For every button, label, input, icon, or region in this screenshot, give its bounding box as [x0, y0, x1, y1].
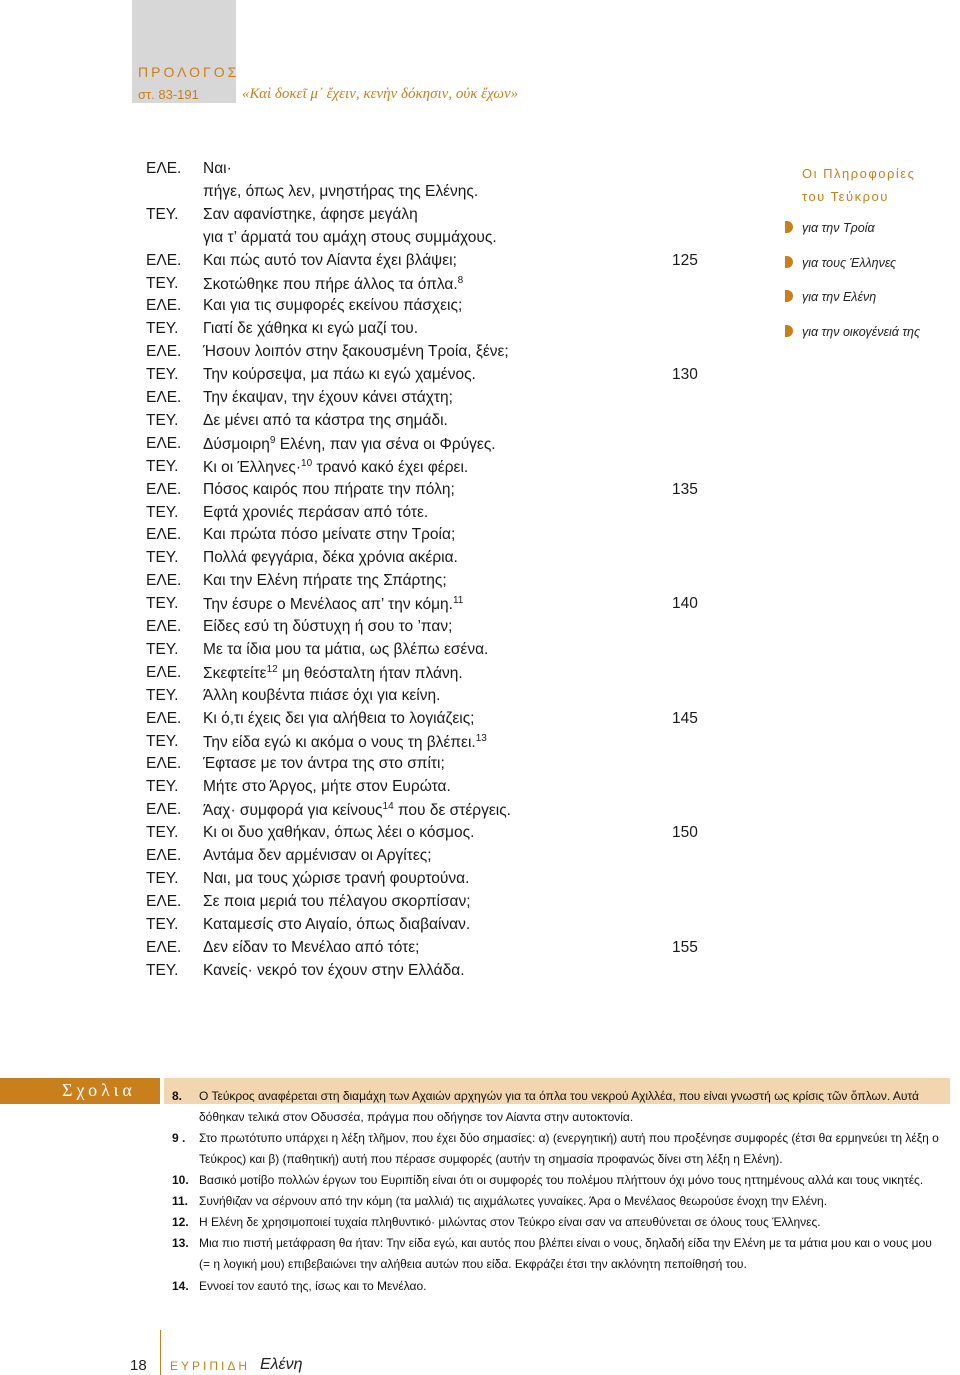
- verse-line: [0, 847, 720, 867]
- verse-content: Την είδα εγώ κι ακόμα ο νους τη βλέπει.$^{13}$: [203, 732, 487, 751]
- verse-content: Και για τις συμφορές εκείνου πάσχεις;: [203, 297, 463, 315]
- verse-line: [0, 572, 720, 592]
- verse-line: [0, 229, 720, 249]
- verse-content: Σκεφτείτε$^{12}$ μη θεόσταλτη ήταν πλάνη.: [203, 663, 463, 682]
- verse-content: Δύσμοιρη$^9$ Ελένη, παν για σένα οι Φρύγες.: [203, 434, 496, 453]
- verse-content: Ναι·: [203, 160, 232, 177]
- verse-content: Κανείς· νεκρό τον έχουν στην Ελλάδα.: [203, 961, 465, 979]
- line-number: 145: [672, 709, 698, 727]
- verse-line: [0, 595, 720, 615]
- verse-content: Δεν είδαν το Μενέλαο από τότε;: [203, 938, 420, 956]
- speaker-label: ΤΕΥ.: [146, 686, 179, 704]
- verse-line: [0, 893, 720, 913]
- verse-line: [0, 343, 720, 363]
- verse-line: [0, 710, 720, 730]
- speaker-label: ΤΕΥ.: [146, 274, 179, 292]
- verse-line: [0, 939, 720, 959]
- sidebar-topic: για την Τροία: [785, 221, 875, 235]
- verse-content: Κι οι Έλληνες·$^{10}$ τρανό κακό έχει φέρει.: [203, 457, 469, 476]
- verse-line: [0, 916, 720, 936]
- verse-content: Κι ό,τι έχεις δει για αλήθεια το λογιάζεις;: [203, 709, 475, 727]
- speaker-label: ΕΛΕ.: [146, 709, 182, 727]
- verse-line: [0, 778, 720, 798]
- verse-line: [0, 664, 720, 684]
- verse-content: Την έσυρε ο Μενέλαος απ’ την κόμη.$^{11}$: [203, 595, 464, 614]
- sidebar-title-line2: του Τεύκρου: [802, 189, 889, 204]
- footer-author: ΕΥΡΙΠΙΔΗ: [170, 1359, 251, 1373]
- sidebar-title: [802, 162, 915, 208]
- footer-title: Ελένη: [260, 1356, 303, 1373]
- footnote-ref: 11: [452, 595, 464, 607]
- verse-line: [0, 389, 720, 409]
- verse-content: για τ’ άρματά του αμάχη στους συμμάχους.: [203, 228, 497, 246]
- note-item: 11. Συνήθιζαν να σέρνουν από την κόμη (τα μαλλιά) τις αιχμάλωτες γυναίκες. Άρα ο Μενέλαος θεωρούσε ένοχη την Ελένη.: [172, 1194, 828, 1208]
- verse-content: Γιατί δε χάθηκα κι εγώ μαζί του.: [203, 320, 419, 338]
- bullet-icon: [785, 290, 793, 302]
- speaker-label: ΤΕΥ.: [146, 824, 179, 842]
- verse-line: [0, 252, 720, 272]
- verse-line: [0, 526, 720, 546]
- notes-heading: Σχολια: [62, 1080, 136, 1100]
- speaker-label: ΕΛΕ.: [146, 938, 182, 956]
- verse-content: Πόσος καιρός που πήρατε την πόλη;: [203, 480, 455, 498]
- line-number: 130: [672, 366, 698, 384]
- speaker-label: ΕΛΕ.: [146, 480, 182, 498]
- verse-content: Σαν αφανίστηκε, άφησε μεγάλη: [203, 205, 418, 223]
- verse-line: [0, 458, 720, 478]
- verse-content: Την κούρσεψα, μα πάω κι εγώ χαμένος.: [203, 366, 476, 384]
- note-item: 9 . Στο πρωτότυπο υπάρχει η λέξη τλῆμον, που έχει δύο σημασίες: α) (ενεργητική) αυτή που προξένησε συμφορές (έτσι θα ερμηνεύει τη λέξη ο Τεύκρος) και β) (παθητική) αυτή που πέρασε συμφορές (αυτήν τη σημασία προφανώς δίνει στη λέξη η Ελένη).: [172, 1131, 939, 1166]
- bullet-icon: [785, 221, 793, 233]
- verse-content: Είδες εσύ τη δύστυχη ή σου το ’παν;: [203, 618, 453, 635]
- speaker-label: ΕΛΕ.: [146, 618, 182, 635]
- verse-line: [0, 412, 720, 432]
- speaker-label: ΤΕΥ.: [146, 640, 179, 658]
- speaker-label: ΕΛΕ.: [146, 526, 182, 544]
- verse-content: Και πώς αυτό τον Αίαντα έχει βλάψει;: [203, 251, 457, 269]
- footnote-ref: 10: [301, 457, 313, 469]
- verse-content: Και πρώτα πόσο μείνατε στην Τροία;: [203, 526, 456, 544]
- footnote-ref: 12: [266, 663, 278, 675]
- footnote-ref: 14: [382, 801, 394, 813]
- verse-line: [0, 801, 720, 821]
- verse-content: Άλλη κουβέντα πιάσε όχι για κείνη.: [203, 686, 441, 704]
- verse-line: [0, 549, 720, 569]
- verse-content: Μήτε στο Άργος, μήτε στον Ευρώτα.: [203, 778, 451, 796]
- verse-content: Εφτά χρονιές περάσαν από τότε.: [203, 503, 429, 521]
- footnote-ref: 9: [269, 434, 276, 446]
- verse-line: [0, 504, 720, 524]
- speaker-label: ΕΛΕ.: [146, 434, 182, 452]
- verse-line: [0, 206, 720, 226]
- verse-line: [0, 824, 720, 844]
- page-number: 18: [130, 1357, 147, 1374]
- speaker-label: ΤΕΥ.: [146, 411, 179, 429]
- speaker-label: ΕΛΕ.: [146, 801, 182, 819]
- verse-line: [0, 687, 720, 707]
- verse-content: Σε ποια μεριά του πέλαγου σκορπίσαν;: [203, 892, 471, 910]
- verse-line: [0, 320, 720, 340]
- verse-line: [0, 160, 720, 180]
- line-number: 140: [672, 595, 698, 613]
- note-item: 14. Εννοεί τον εαυτό της, ίσως και το Μενέλαο.: [172, 1279, 427, 1293]
- speaker-label: ΕΛΕ.: [146, 160, 182, 177]
- speaker-label: ΤΕΥ.: [146, 366, 179, 384]
- verse-content: Και την Ελένη πήρατε της Σπάρτης;: [203, 572, 447, 590]
- speaker-label: ΕΛΕ.: [146, 663, 182, 681]
- speaker-label: ΤΕΥ.: [146, 778, 179, 796]
- speaker-label: ΤΕΥ.: [146, 961, 179, 979]
- verse-content: πήγε, όπως λεν, μνηστήρας της Ελένης.: [203, 182, 479, 200]
- speaker-label: ΤΕΥ.: [146, 732, 179, 750]
- line-number: 135: [672, 480, 698, 498]
- speaker-label: ΤΕΥ.: [146, 915, 179, 933]
- footnote-ref: 8: [457, 274, 464, 286]
- bullet-icon: [785, 325, 793, 337]
- verse-content: Καταμεσίς στο Αιγαίο, όπως διαβαίναν.: [203, 915, 471, 933]
- line-number: 155: [672, 938, 698, 956]
- speaker-label: ΕΛΕ.: [146, 572, 182, 590]
- verse-line: [0, 870, 720, 890]
- verse-line: [0, 183, 720, 203]
- section-title: ΠΡΟΛΟΓΟΣ: [138, 64, 240, 80]
- bullet-icon: [785, 256, 793, 268]
- verse-line: [0, 275, 720, 295]
- verse-content: Έφτασε με τον άντρα της στο σπίτι;: [203, 755, 445, 773]
- verse-content: Άαχ· συμφορά για κείνους$^{14}$ που δε στέργεις.: [203, 801, 511, 820]
- verse-line: [0, 962, 720, 982]
- verse-content: Πολλά φεγγάρια, δέκα χρόνια ακέρια.: [203, 549, 458, 567]
- footnote-ref: 13: [475, 732, 487, 744]
- verse-content: Κι οι δυο χαθήκαν, όπως λέει ο κόσμος.: [203, 824, 475, 842]
- verse-content: Την έκαψαν, την έχουν κάνει στάχτη;: [203, 389, 453, 406]
- speaker-label: ΤΕΥ.: [146, 205, 179, 223]
- speaker-label: ΤΕΥ.: [146, 869, 179, 887]
- speaker-label: ΕΛΕ.: [146, 755, 182, 773]
- verse-line: [0, 435, 720, 455]
- verse-line: [0, 366, 720, 386]
- speaker-label: ΤΕΥ.: [146, 320, 179, 338]
- note-item: 10. Βασικό μοτίβο πολλών έργων του Ευριπίδη είναι ότι οι συμφορές του πολέμου πλήττουν όχι μόνο τους ηττημένους αλλά και τους νικητές.: [172, 1173, 924, 1187]
- note-item: 12. Η Ελένη δε χρησιμοποιεί τυχαία πληθυντικό· μιλώντας στον Τεύκρο είναι σαν να απευθύνεται σε όλους τους Έλληνες.: [172, 1215, 821, 1229]
- verse-line: [0, 755, 720, 775]
- speaker-label: ΕΛΕ.: [146, 251, 182, 269]
- line-number: 150: [672, 824, 698, 842]
- verse-line: [0, 481, 720, 501]
- verse-line: [0, 641, 720, 661]
- speaker-label: ΕΛΕ.: [146, 343, 182, 361]
- verse-line: [0, 297, 720, 317]
- speaker-label: ΤΕΥ.: [146, 549, 179, 567]
- footer-rule: [160, 1330, 161, 1375]
- verse-content: Αντάμα δεν αρμένισαν οι Αργίτες;: [203, 847, 432, 864]
- sidebar-topic: για τους Έλληνες: [785, 256, 896, 270]
- verse-content: Σκοτώθηκε που πήρε άλλος τα όπλα.$^8$: [203, 274, 464, 293]
- speaker-label: ΤΕΥ.: [146, 457, 179, 475]
- sidebar-topic: για την Ελένη: [785, 290, 876, 304]
- speaker-label: ΤΕΥ.: [146, 595, 179, 613]
- header-quote: «Καὶ δοκεῖ μ᾽ ἔχειν, κενὴν δόκησιν, οὐκ ἔχων»: [242, 86, 519, 102]
- speaker-label: ΕΛΕ.: [146, 892, 182, 910]
- verse-content: Δε μένει από τα κάστρα της σημάδι.: [203, 411, 448, 429]
- line-number: 125: [672, 251, 698, 269]
- speaker-label: ΤΕΥ.: [146, 503, 179, 521]
- section-range: στ. 83-191: [138, 87, 199, 102]
- verse-content: Ήσουν λοιπόν στην ξακουσμένη Τροία, ξένε;: [203, 343, 509, 361]
- speaker-label: ΕΛΕ.: [146, 389, 182, 406]
- verse-line: [0, 733, 720, 753]
- sidebar-topic: για την οικογένειά της: [785, 325, 920, 339]
- note-item: 8. Ο Τεύκρος αναφέρεται στη διαμάχη των Αχαιών αρχηγών για τα όπλα του νεκρού Αχιλλέα, που είναι γνωστή ως κρίσις τῶν ὅπλων. Αυτά δόθηκαν τελικά στον Οδυσσέα, πράγμα που οδήγησε τον Αίαντα στην αυτοκτονία.: [172, 1089, 919, 1124]
- verse-line: [0, 618, 720, 638]
- verse-content: Με τα ίδια μου τα μάτια, ως βλέπω εσένα.: [203, 640, 489, 658]
- sidebar-title-line1: Οι Πληροφορίες: [802, 166, 916, 181]
- verse-content: Ναι, μα τους χώρισε τρανή φουρτούνα.: [203, 869, 470, 887]
- speaker-label: ΕΛΕ.: [146, 847, 182, 864]
- note-item: 13. Μια πιο πιστή μετάφραση θα ήταν: Την είδα εγώ, και αυτός που βλέπει είναι ο νους, δηλαδή είδα την Ελένη με τα μάτια μου και ο νους μου (= η λογική μου) επιβεβαιώνει την αλήθεια αυτών που είδα. Εκφράζει έτσι την ακλόνητη πεποίθησή του.: [172, 1236, 932, 1271]
- speaker-label: ΕΛΕ.: [146, 297, 182, 315]
